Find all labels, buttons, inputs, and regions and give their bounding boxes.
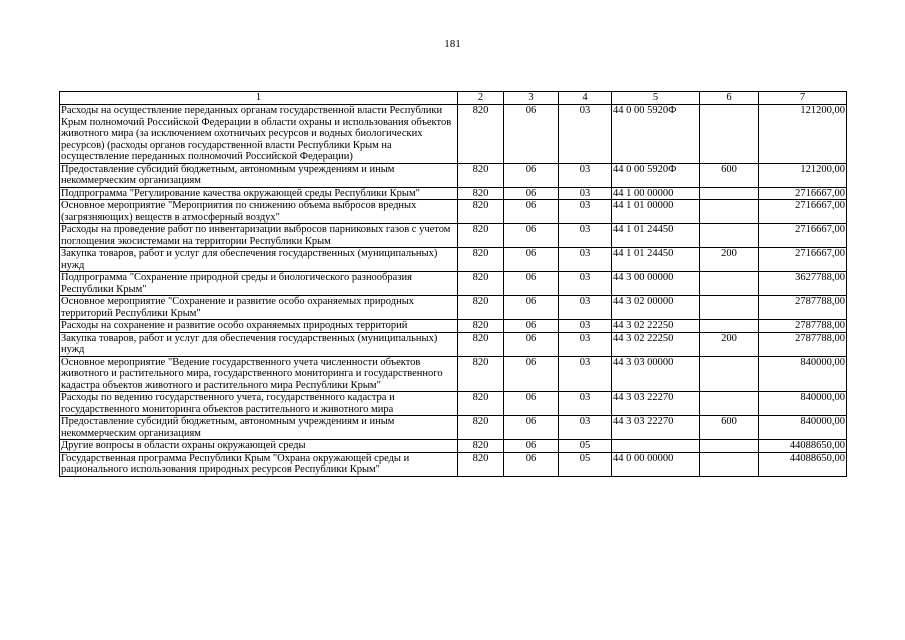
table-row: [60, 187, 847, 200]
expense-type-code: [700, 356, 759, 392]
expense-type-code: [700, 452, 759, 476]
target-article-code: 44 3 02 00000: [612, 296, 700, 320]
ministry-code: 820: [458, 224, 504, 248]
ministry-code: 820: [458, 440, 504, 453]
ministry-code: 820: [458, 356, 504, 392]
expense-type-code: [700, 187, 759, 200]
expense-type-code: 200: [700, 332, 759, 356]
ministry-code: 820: [458, 320, 504, 333]
section-code: 06: [504, 200, 559, 224]
table-row: [60, 440, 847, 453]
subsection-code: 03: [559, 272, 612, 296]
target-article-code: 44 3 03 22270: [612, 416, 700, 440]
expense-name: Расходы на проведение работ по инвентаризации выбросов парниковых газов с учетом поглощения экосистемами на территории Республики Крым: [60, 224, 458, 248]
section-code: 06: [504, 320, 559, 333]
section-code: 06: [504, 332, 559, 356]
amount: 121200,00: [759, 163, 847, 187]
amount: 3627788,00: [759, 272, 847, 296]
amount: 2787788,00: [759, 320, 847, 333]
expense-type-code: [700, 320, 759, 333]
subsection-code: 05: [559, 452, 612, 476]
table-row: [60, 272, 847, 296]
target-article-code: 44 3 03 00000: [612, 356, 700, 392]
expense-type-code: [700, 296, 759, 320]
table-row: [60, 332, 847, 356]
table-row: [60, 356, 847, 392]
section-code: 06: [504, 187, 559, 200]
header-cell-2: 2: [458, 92, 504, 105]
expense-name: Подпрограмма "Регулирование качества окружающей среды Республики Крым": [60, 187, 458, 200]
expense-name: Предоставление субсидий бюджетным, автономным учреждениям и иным некоммерческим организациям: [60, 416, 458, 440]
expense-name: Закупка товаров, работ и услуг для обеспечения государственных (муниципальных) нужд: [60, 248, 458, 272]
target-article-code: 44 0 00 5920Ф: [612, 105, 700, 164]
subsection-code: 05: [559, 440, 612, 453]
target-article-code: 44 3 02 22250: [612, 332, 700, 356]
amount: 44088650,00: [759, 440, 847, 453]
amount: 44088650,00: [759, 452, 847, 476]
expense-type-code: 600: [700, 416, 759, 440]
subsection-code: 03: [559, 187, 612, 200]
amount: 2716667,00: [759, 200, 847, 224]
target-article-code: 44 3 00 00000: [612, 272, 700, 296]
amount: 2716667,00: [759, 248, 847, 272]
table-row: [60, 163, 847, 187]
amount: 840000,00: [759, 416, 847, 440]
ministry-code: 820: [458, 248, 504, 272]
amount: 840000,00: [759, 392, 847, 416]
target-article-code: 44 1 01 24450: [612, 248, 700, 272]
subsection-code: 03: [559, 163, 612, 187]
ministry-code: 820: [458, 296, 504, 320]
header-cell-6: 6: [700, 92, 759, 105]
target-article-code: [612, 440, 700, 453]
expense-name: Расходы по ведению государственного учета, государственного кадастра и государственного мониторинга объектов растительного и животного мира: [60, 392, 458, 416]
expense-name: Расходы на осуществление переданных органам государственной власти Республики Крым полномочий Российской Федерации в области охраны и использования объектов животного мира (за исключением охотничьих ресурсов и водных биологических ресурсов) (расходы органов государственной власти Республики Крым на осуществление переданных полномочий Российской Федерации): [60, 105, 458, 164]
table-row: [60, 416, 847, 440]
subsection-code: 03: [559, 248, 612, 272]
section-code: 06: [504, 452, 559, 476]
target-article-code: 44 0 00 5920Ф: [612, 163, 700, 187]
target-article-code: 44 3 02 22250: [612, 320, 700, 333]
expense-type-code: [700, 200, 759, 224]
amount: 2716667,00: [759, 224, 847, 248]
section-code: 06: [504, 416, 559, 440]
ministry-code: 820: [458, 163, 504, 187]
expense-type-code: [700, 105, 759, 164]
subsection-code: 03: [559, 392, 612, 416]
subsection-code: 03: [559, 356, 612, 392]
header-cell-7: 7: [759, 92, 847, 105]
target-article-code: 44 1 00 00000: [612, 187, 700, 200]
section-code: 06: [504, 224, 559, 248]
target-article-code: 44 1 01 24450: [612, 224, 700, 248]
subsection-code: 03: [559, 200, 612, 224]
table-row: [60, 105, 847, 164]
header-cell-3: 3: [504, 92, 559, 105]
target-article-code: 44 3 03 22270: [612, 392, 700, 416]
expense-name: Расходы на сохранение и развитие особо охраняемых природных территорий: [60, 320, 458, 333]
expense-name: Основное мероприятие "Ведение государственного учета численности объектов животного и растительного мира, государственного мониторинга и государственного кадастра объектов животного и растительного мира Республики Крым": [60, 356, 458, 392]
expense-name: Другие вопросы в области охраны окружающей среды: [60, 440, 458, 453]
table-row: [60, 392, 847, 416]
expense-type-code: 200: [700, 248, 759, 272]
expense-type-code: [700, 440, 759, 453]
subsection-code: 03: [559, 105, 612, 164]
ministry-code: 820: [458, 200, 504, 224]
subsection-code: 03: [559, 224, 612, 248]
expense-type-code: [700, 224, 759, 248]
subsection-code: 03: [559, 332, 612, 356]
amount: 2716667,00: [759, 187, 847, 200]
table-row: [60, 248, 847, 272]
ministry-code: 820: [458, 105, 504, 164]
ministry-code: 820: [458, 187, 504, 200]
target-article-code: 44 0 00 00000: [612, 452, 700, 476]
expense-type-code: 600: [700, 163, 759, 187]
expense-name: Государственная программа Республики Крым "Охрана окружающей среды и рационального использования природных ресурсов Республики Крым": [60, 452, 458, 476]
table-row: [60, 452, 847, 476]
expense-name: Подпрограмма "Сохранение природной среды и биологического разнообразия Республики Крым": [60, 272, 458, 296]
header-cell-5: 5: [612, 92, 700, 105]
section-code: 06: [504, 440, 559, 453]
amount: 2787788,00: [759, 332, 847, 356]
amount: 121200,00: [759, 105, 847, 164]
target-article-code: 44 1 01 00000: [612, 200, 700, 224]
expense-type-code: [700, 392, 759, 416]
ministry-code: 820: [458, 272, 504, 296]
expense-name: Предоставление субсидий бюджетным, автономным учреждениям и иным некоммерческим организациям: [60, 163, 458, 187]
table-row: [60, 296, 847, 320]
header-cell-1: 1: [60, 92, 458, 105]
ministry-code: 820: [458, 452, 504, 476]
subsection-code: 03: [559, 416, 612, 440]
table-row: [60, 200, 847, 224]
ministry-code: 820: [458, 332, 504, 356]
subsection-code: 03: [559, 320, 612, 333]
ministry-code: 820: [458, 392, 504, 416]
section-code: 06: [504, 105, 559, 164]
expense-name: Основное мероприятие "Сохранение и развитие особо охраняемых природных территорий Республики Крым": [60, 296, 458, 320]
header-row: [60, 92, 847, 105]
budget-table: [59, 91, 847, 477]
section-code: 06: [504, 356, 559, 392]
subsection-code: 03: [559, 296, 612, 320]
section-code: 06: [504, 248, 559, 272]
section-code: 06: [504, 163, 559, 187]
section-code: 06: [504, 392, 559, 416]
table-row: [60, 224, 847, 248]
expense-name: Закупка товаров, работ и услуг для обеспечения государственных (муниципальных) нужд: [60, 332, 458, 356]
ministry-code: 820: [458, 416, 504, 440]
amount: 840000,00: [759, 356, 847, 392]
section-code: 06: [504, 296, 559, 320]
page-number: 181: [444, 38, 461, 50]
table-row: [60, 320, 847, 333]
header-cell-4: 4: [559, 92, 612, 105]
amount: 2787788,00: [759, 296, 847, 320]
expense-type-code: [700, 272, 759, 296]
expense-name: Основное мероприятие "Мероприятия по снижению объема выбросов вредных (загрязняющих) веществ в атмосферный воздух": [60, 200, 458, 224]
section-code: 06: [504, 272, 559, 296]
